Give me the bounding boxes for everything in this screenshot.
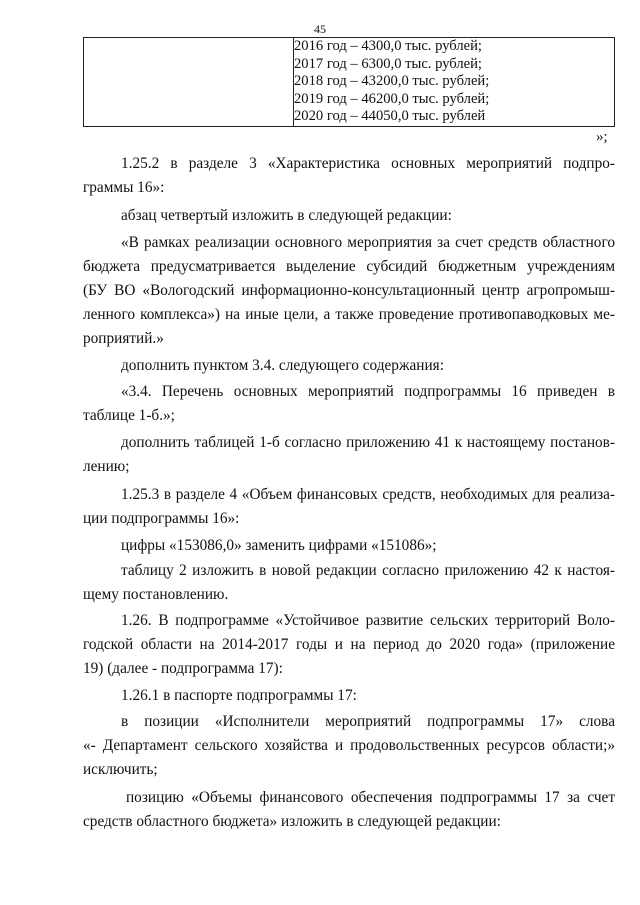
- funding-row-2017: 2017 год – 6300,0 тыс. рублей;: [294, 55, 482, 72]
- text-line: таблице 1-б.»;: [83, 407, 175, 424]
- text-line: щему постановлению.: [83, 586, 229, 603]
- text-line: 1.26. В подпрограмме «Устойчивое развитие сельских территорий Воло-: [121, 612, 615, 629]
- text-line: дополнить пунктом 3.4. следующего содержания:: [121, 357, 444, 374]
- paragraph-abzac: [83, 204, 615, 228]
- text-line: 19) (далее - подпрограмма 17):: [83, 660, 283, 677]
- text-line: «3.4. Перечень основных мероприятий подпрограммы 16 приведен в: [121, 383, 615, 400]
- text-line: абзац четвертый изложить в следующей редакции:: [121, 207, 452, 224]
- text-line: исключить;: [83, 761, 158, 778]
- text-line: средств областного бюджета» изложить в следующей редакции:: [83, 813, 501, 830]
- text-line: (БУ ВО «Вологодский информационно-консультационный центр агропромыш-: [83, 282, 615, 299]
- text-line: позицию «Объемы финансового обеспечения подпрограммы 17 за счет: [126, 789, 615, 806]
- funding-table: [83, 37, 615, 127]
- paragraph-table-2: [83, 559, 615, 607]
- paragraph-add-point: [83, 354, 615, 378]
- text-line: дополнить таблицей 1-б согласно приложению 41 к настоящему постанов-: [121, 434, 615, 451]
- paragraph-numbers: [83, 534, 615, 558]
- text-line: «В рамках реализации основного мероприятия за счет средств областного: [121, 234, 615, 251]
- text-line: ленного комплекса») на иные цели, а также проведение противопаводковых ме-: [83, 306, 615, 323]
- paragraph-quote-activity: [83, 231, 615, 351]
- text-line: в позиции «Исполнители мероприятий подпрограммы 17» слова: [121, 713, 615, 730]
- paragraph-3-4: [83, 380, 615, 428]
- text-line: 1.26.1 в паспорте подпрограммы 17:: [121, 687, 357, 704]
- text-line: таблицу 2 изложить в новой редакции согласно приложению 42 к настоя-: [121, 562, 615, 579]
- paragraph-add-table: [83, 431, 615, 479]
- funding-row-2019: 2019 год – 46200,0 тыс. рублей;: [294, 90, 490, 107]
- text-line: лению;: [83, 458, 130, 475]
- paragraph-1-26: [83, 609, 615, 681]
- funding-table-left-cell: [84, 38, 294, 127]
- funding-row-2018: 2018 год – 43200,0 тыс. рублей;: [294, 73, 490, 89]
- text-line: бюджета предусматривается выделение субсидий бюджетным учреждениям: [83, 258, 615, 275]
- funding-row-2016: 2016 год – 4300,0 тыс. рублей;: [294, 38, 482, 54]
- text-line: ции подпрограммы 16»:: [83, 510, 240, 527]
- paragraph-funding-position: [83, 786, 615, 834]
- text-line: 1.25.2 в разделе 3 «Характеристика основных мероприятий подпро-: [121, 155, 615, 172]
- funding-table-values-cell: [294, 38, 615, 127]
- paragraph-1-25-2: [83, 152, 615, 200]
- text-line: цифры «153086,0» заменить цифрами «151086»;: [121, 537, 437, 554]
- funding-row-2020: 2020 год – 44050,0 тыс. рублей: [294, 108, 486, 124]
- text-line: роприятий.»: [83, 330, 164, 347]
- paragraph-1-26-1: [83, 684, 615, 708]
- page-number: 45: [314, 22, 326, 36]
- text-line: «- Департамент сельского хозяйства и продовольственных ресурсов области;»: [83, 737, 615, 754]
- text-line: граммы 16»:: [83, 179, 165, 196]
- paragraph-1-25-3: [83, 483, 615, 531]
- paragraph-executors: [83, 710, 615, 782]
- quote-close-mark: »;: [596, 129, 608, 145]
- text-line: годской области на 2014-2017 годы и на период до 2020 года» (приложение: [83, 636, 615, 653]
- text-line: 1.25.3 в разделе 4 «Объем финансовых средств, необходимых для реализа-: [121, 486, 615, 503]
